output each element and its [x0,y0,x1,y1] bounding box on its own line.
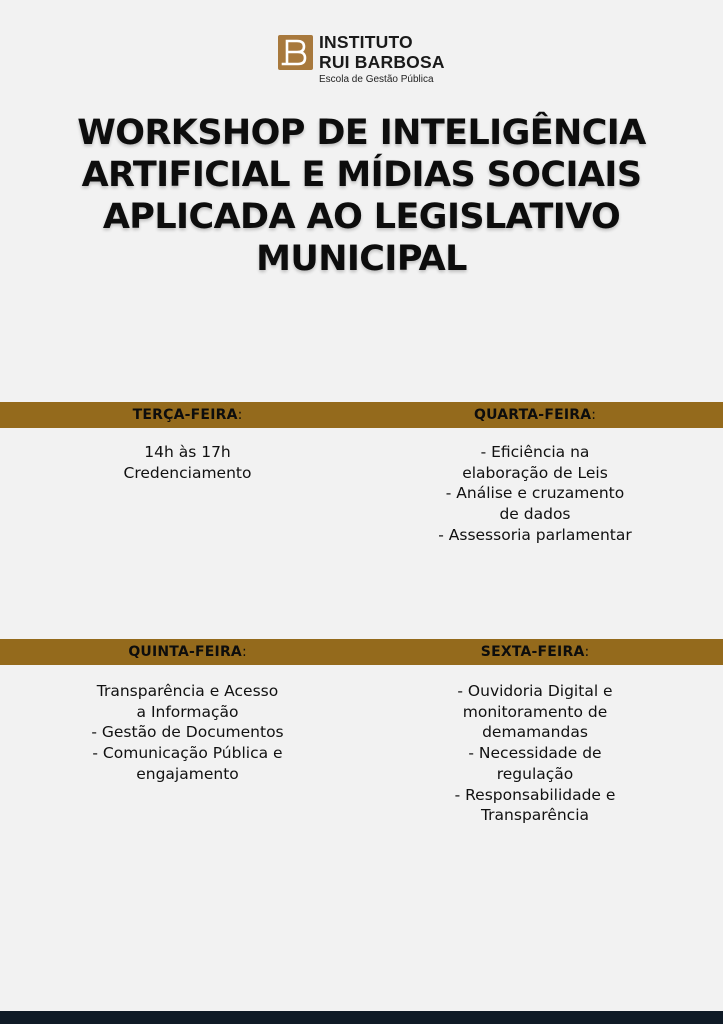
schedule-line: engajamento [136,764,239,783]
day-suffix-friday: : [584,644,590,660]
schedule-line: Transparência e Acesso [96,682,279,700]
institute-logo [278,34,445,85]
rb-monogram-icon [278,35,313,70]
schedule-line: Transparência [480,806,589,825]
day-suffix-wednesday: : [591,407,596,423]
day-bar-top [0,402,723,428]
schedule-line: - Ouvidoria Digital e [457,682,613,700]
logo-subtitle: Escola de Gestão Pública [319,74,434,85]
friday-schedule [405,681,665,826]
day-suffix-tuesday: : [237,407,243,423]
logo-text [319,34,445,85]
schedule-line: monitoramento de [462,702,608,721]
footer-bar [0,1011,723,1024]
schedule-line: - Gestão de Documentos [91,723,284,742]
schedule-line: Credenciamento [123,463,252,482]
rb-monogram-glyph [278,35,313,70]
schedule-line: - Análise e cruzamento [445,484,625,503]
tuesday-schedule [60,442,315,483]
logo-line-2: RUI BARBOSA [319,52,445,72]
thursday-schedule [50,681,325,785]
day-name-wednesday: QUARTA-FEIRA [473,407,592,423]
schedule-line: a Informação [136,702,239,721]
schedule-line: 14h às 17h [144,443,231,461]
schedule-line: - Eficiência na [480,443,590,461]
page-title: WORKSHOP DE INTELIGÊNCIA ARTIFICIAL E MÍDIAS SOCIAIS APLICADA AO LEGISLATIVO MUNICIPAL [77,113,646,279]
logo-line-1: INSTITUTO [319,32,413,52]
schedule-line: demamandas [482,723,588,742]
day-name-friday: SEXTA-FEIRA [480,644,585,660]
day-label-friday [405,639,665,665]
day-name-tuesday: TERÇA-FEIRA [132,407,238,423]
day-label-thursday [60,639,315,665]
schedule-line: de dados [499,505,571,524]
schedule-line: - Assessoria parlamentar [438,525,632,544]
schedule-line: elaboração de Leis [462,463,608,482]
wednesday-schedule [405,442,665,546]
schedule-line: - Necessidade de [468,744,602,763]
day-label-wednesday [405,402,665,428]
day-suffix-thursday: : [241,644,247,660]
day-name-thursday: QUINTA-FEIRA [128,644,242,660]
day-label-tuesday [60,402,315,428]
schedule-line: regulação [496,764,574,783]
schedule-line: - Comunicação Pública e [92,744,283,763]
day-bar-bottom [0,639,723,665]
schedule-line: - Responsabilidade e [454,785,616,804]
